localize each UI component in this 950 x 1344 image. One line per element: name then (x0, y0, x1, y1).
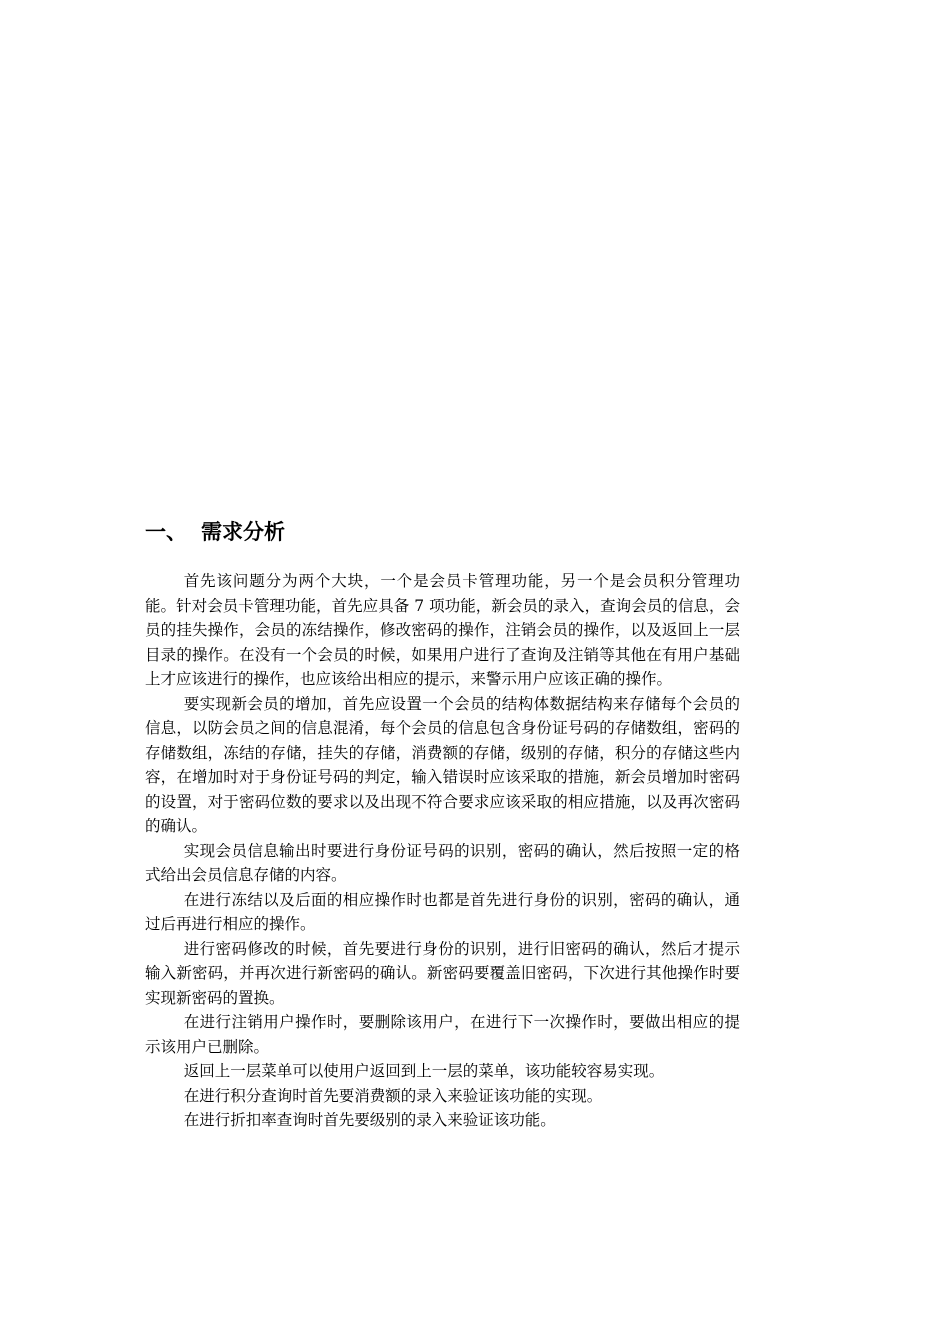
paragraph: 要实现新会员的增加，首先应设置一个会员的结构体数据结构来存储每个会员的信息，以防会员之间的信息混淆，每个会员的信息包含身份证号码的存储数组，密码的存储数组，冻结的存储，挂失的存储，消费额的存储，级别的存储，积分的存储这些内容，在增加时对于身份证号码的判定，输入错误时应该采取的措施，新会员增加时密码的设置，对于密码位数的要求以及出现不符合要求应该采取的相应措施，以及再次密码的确认。 (145, 694, 740, 835)
section-heading (145, 517, 285, 547)
section-number: 一、 (145, 520, 187, 544)
paragraph: 进行密码修改的时候，首先要进行身份的识别，进行旧密码的确认，然后才提示输入新密码，并再次进行新密码的确认。新密码要覆盖旧密码，下次进行其他操作时要实现新密码的置换。 (145, 939, 740, 1007)
paragraph: 在进行注销用户操作时，要删除该用户，在进行下一次操作时，要做出相应的提示该用户已删除。 (145, 1013, 740, 1056)
paragraph: 返回上一层菜单可以使用户返回到上一层的菜单，该功能较容易实现。 (183, 1062, 665, 1080)
paragraph: 实现会员信息输出时要进行身份证号码的识别，密码的确认，然后按照一定的格式给出会员信息存储的内容。 (145, 841, 740, 884)
paragraph: 在进行积分查询时首先要消费额的录入来验证该功能的实现。 (183, 1086, 603, 1105)
body-text (145, 569, 740, 1133)
section-title: 需求分析 (201, 520, 285, 544)
paragraph: 在进行冻结以及后面的相应操作时也都是首先进行身份的识别，密码的确认，通过后再进行相应的操作。 (145, 890, 740, 933)
paragraph: 在进行折扣率查询时首先要级别的录入来验证该功能。 (183, 1111, 556, 1129)
paragraph: 首先该问题分为两个大块，一个是会员卡管理功能，另一个是会员积分管理功能。针对会员卡管理功能，首先应具备 7 项功能，新会员的录入，查询会员的信息，会员的挂失操作，会员的冻结操作，修改密码的操作，注销会员的操作，以及返回上一层目录的操作。在没有一个会员的时候，如果用户进行了查询及注销等其他在有用户基础上才应该进行的操作，也应该给出相应的提示，来警示用户应该正确的操作。 (145, 572, 740, 688)
